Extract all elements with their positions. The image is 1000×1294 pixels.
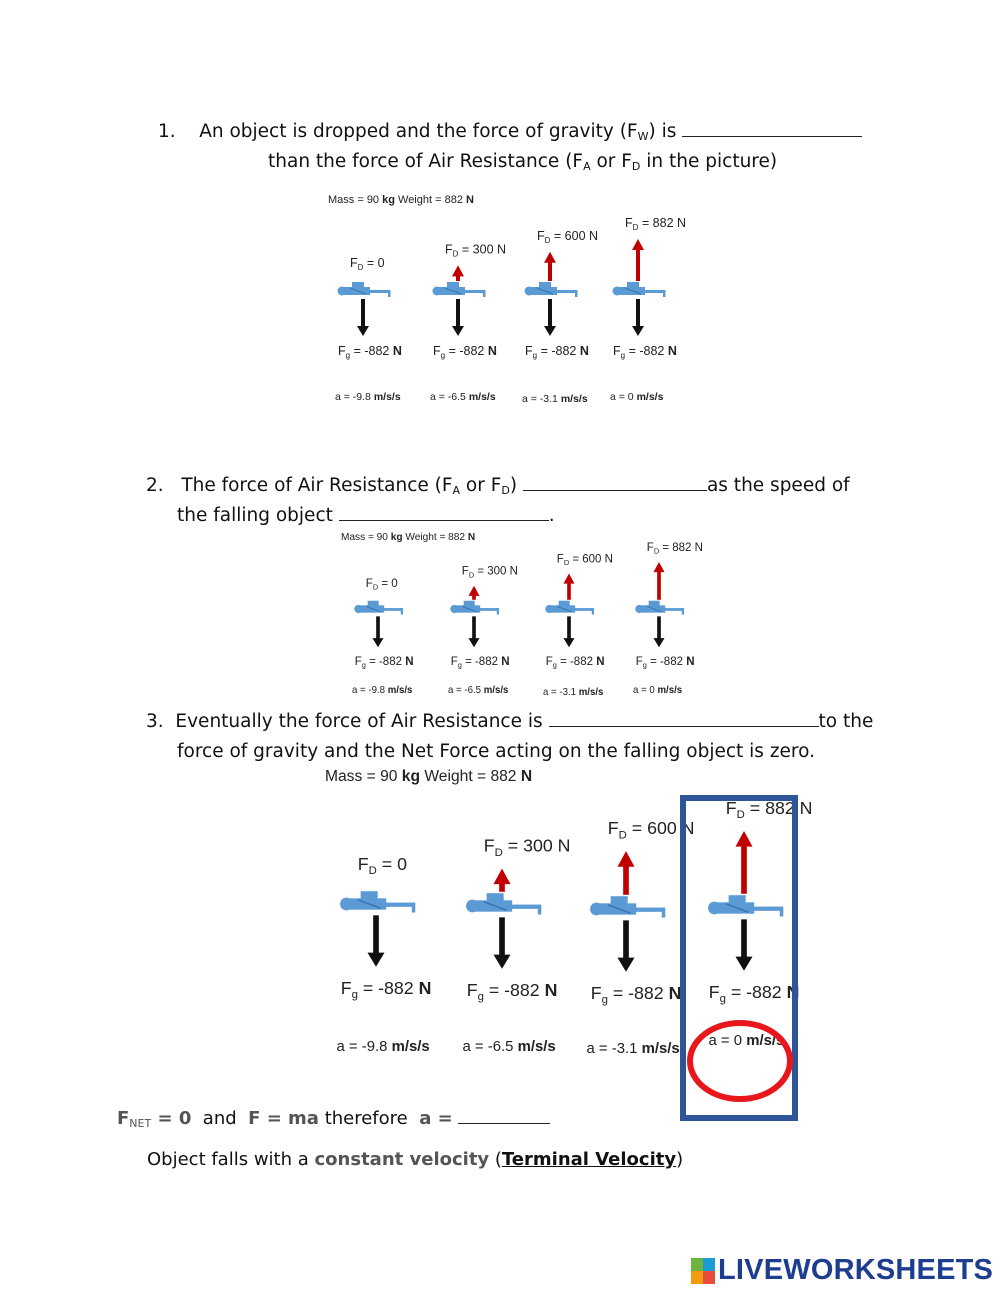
drag-f: F <box>537 228 545 243</box>
acceleration-unit: m/s/s <box>468 391 496 403</box>
drag-value: = 300 N <box>502 835 571 856</box>
drag-value: = 882 N <box>638 216 687 230</box>
weight-unit: N <box>466 194 474 206</box>
figure-2 <box>338 528 708 698</box>
diver-feet <box>682 608 684 614</box>
drag-value: = 600 N <box>626 818 695 839</box>
gravity-unit: N <box>501 655 510 668</box>
falling-object-frame-4 <box>633 542 703 696</box>
gravity-force-label <box>338 344 402 360</box>
falling-object-frame-3 <box>522 229 598 405</box>
drag-arrow-head <box>544 252 556 263</box>
figure-1-svg <box>320 190 687 410</box>
drag-arrow-head <box>653 562 664 572</box>
drag-force-label <box>366 578 398 592</box>
gravity-f: F <box>635 655 643 668</box>
weight-value: Weight = 882 <box>402 532 468 543</box>
gravity-f: F <box>590 982 602 1003</box>
gravity-sub: g <box>552 660 557 670</box>
brand-name: LIVEWORKSHEETS <box>718 1254 994 1286</box>
weight-unit: N <box>467 532 476 543</box>
gravity-f: F <box>466 979 478 1000</box>
drag-arrow-head <box>617 851 634 867</box>
drag-force-label <box>537 229 598 245</box>
diver-pack <box>487 893 504 902</box>
mass-value: Mass = 90 <box>328 194 383 206</box>
gravity-arrow-head <box>452 326 464 336</box>
diver-legs <box>663 608 683 611</box>
diver-pack <box>464 601 475 607</box>
gravity-f: F <box>545 655 553 668</box>
diver-legs <box>478 608 498 611</box>
fnet-line: $F_{NET} = 0$ and F = ma therefore a = <box>117 1108 550 1129</box>
acceleration-label <box>587 1041 680 1057</box>
diver-legs <box>555 290 577 293</box>
acceleration-label <box>543 687 603 698</box>
acceleration-unit: m/s/s <box>373 391 401 403</box>
drag-value: = 882 N <box>744 797 813 818</box>
drag-value: = 600 N <box>550 228 599 243</box>
falling-object-frame-2 <box>430 242 506 403</box>
drag-f: F <box>365 577 373 590</box>
gravity-force-label <box>355 656 414 670</box>
gravity-arrow-head <box>735 957 752 971</box>
drag-sub: D <box>452 249 459 259</box>
mass-unit: kg <box>382 194 395 206</box>
diver-feet <box>538 905 542 915</box>
drag-value: = 300 N <box>458 242 507 257</box>
falling-object-frame-3 <box>587 818 695 1057</box>
acceleration-unit: m/s/s <box>636 391 664 403</box>
drag-f: F <box>625 216 633 230</box>
gravity-value: = -882 <box>537 344 580 358</box>
gravity-f: F <box>338 344 346 358</box>
drag-sub: D <box>368 865 377 878</box>
gravity-force-label <box>546 656 605 670</box>
drag-force-label <box>358 854 407 877</box>
gravity-unit: N <box>579 344 589 358</box>
drag-sub: D <box>618 829 627 842</box>
brand-logo <box>691 1254 993 1287</box>
drag-value: = 0 <box>363 256 385 270</box>
gravity-unit: N <box>487 344 497 358</box>
drag-force-label <box>484 836 571 859</box>
question-3-line-2: force of gravity and the Net Force acting on the falling object is zero. <box>177 741 815 762</box>
drag-f: F <box>350 256 358 270</box>
gravity-sub: g <box>532 351 538 360</box>
drag-sub: D <box>736 809 745 822</box>
acceleration-value: a = -9.8 <box>352 685 388 696</box>
diver-pack <box>368 601 379 607</box>
acceleration-value: a = -6.5 <box>448 685 484 696</box>
gravity-unit: N <box>668 982 682 1003</box>
acceleration-unit: m/s/s <box>641 1041 680 1057</box>
drag-f: F <box>445 242 453 257</box>
acceleration-value: a = -3.1 <box>522 393 561 405</box>
gravity-value: = -882 <box>483 979 545 1000</box>
drag-f: F <box>461 565 469 578</box>
gravity-f: F <box>613 344 621 358</box>
gravity-sub: g <box>719 993 726 1006</box>
figure-1 <box>320 190 687 410</box>
acceleration-value: a = -9.8 <box>336 1039 392 1055</box>
gravity-sub: g <box>345 351 351 360</box>
diver-feet <box>575 290 578 297</box>
drag-sub: D <box>632 223 639 232</box>
acceleration-label <box>335 391 401 403</box>
drag-force-label <box>726 798 813 821</box>
diver-feet <box>497 608 499 614</box>
falling-object-frame-2 <box>448 566 518 696</box>
gravity-arrow-head <box>357 326 369 336</box>
acceleration-value: a = -3.1 <box>543 687 579 698</box>
gravity-arrow-head <box>632 326 644 336</box>
acceleration-unit: m/s/s <box>391 1039 430 1055</box>
answer-blank-2[interactable] <box>523 472 707 491</box>
acceleration-value: a = 0 <box>633 685 658 696</box>
gravity-value: = -882 <box>607 982 669 1003</box>
figure-3-svg <box>320 765 813 1125</box>
diver-legs <box>751 907 782 911</box>
acceleration-value: a = -3.1 <box>586 1041 642 1057</box>
diver-feet <box>412 903 416 913</box>
mass-unit: kg <box>390 532 403 543</box>
gravity-value: = -882 <box>556 655 597 668</box>
drag-sub: D <box>494 846 503 859</box>
live-badge-icon <box>691 1258 715 1284</box>
diver-pack <box>611 896 628 905</box>
gravity-sub: g <box>457 660 462 670</box>
diver-feet <box>663 290 666 297</box>
diver-legs <box>463 290 485 293</box>
acceleration-unit: m/s/s <box>387 685 413 696</box>
diver-pack <box>627 282 639 288</box>
answer-blank-5[interactable] <box>458 1109 550 1124</box>
drag-arrow-head <box>468 586 479 596</box>
diver-legs <box>368 290 390 293</box>
acceleration-unit: m/s/s <box>560 393 588 405</box>
diver-legs <box>383 903 414 907</box>
diver-legs <box>382 608 402 611</box>
acceleration-label <box>352 685 412 696</box>
acceleration-label <box>522 393 588 405</box>
drag-arrow-head <box>452 265 464 276</box>
acceleration-value: a = 0 <box>708 1033 747 1049</box>
falling-object-frame-1 <box>337 854 432 1055</box>
diver-feet <box>592 608 594 614</box>
drag-force-label <box>445 242 506 258</box>
drag-arrow-head <box>632 239 644 250</box>
drag-value: = 0 <box>378 577 398 590</box>
diver-legs <box>633 908 664 912</box>
gravity-force-label <box>709 982 800 1005</box>
drag-sub: D <box>468 570 475 580</box>
diver-legs <box>573 608 593 611</box>
drag-sub: D <box>544 235 551 245</box>
terminal-velocity-line: Object falls with a constant velocity (Terminal Velocity) <box>147 1149 684 1170</box>
acceleration-value: a = 0 <box>610 391 637 403</box>
gravity-value: = -882 <box>365 655 406 668</box>
diver-pack <box>361 891 378 900</box>
gravity-force-label <box>636 656 695 670</box>
drag-f: F <box>483 835 495 856</box>
gravity-sub: g <box>642 660 647 670</box>
drag-value: = 882 N <box>659 541 703 554</box>
gravity-f: F <box>525 344 533 358</box>
answer-blank-4[interactable] <box>549 708 819 727</box>
gravity-value: = -882 <box>445 344 488 358</box>
diver-pack <box>447 282 459 288</box>
acceleration-label <box>610 391 664 403</box>
diver-pack <box>729 895 746 904</box>
gravity-force-label <box>433 344 497 360</box>
mass-value: Mass = 90 <box>341 532 391 543</box>
gravity-unit: N <box>786 981 800 1002</box>
weight-value: Weight = 882 <box>420 768 521 785</box>
falling-object-frame-1 <box>335 256 402 403</box>
question-2-line-1: 2. The force of Air Resistance ($F_A$ or $F_D$) as the speed of <box>146 471 850 501</box>
diver-feet <box>662 908 666 918</box>
gravity-sub: g <box>620 351 626 360</box>
drag-sub: D <box>563 558 570 568</box>
acceleration-value: a = -6.5 <box>462 1039 518 1055</box>
diver-feet <box>780 907 784 917</box>
acceleration-unit: m/s/s <box>657 685 683 696</box>
acceleration-label <box>337 1039 430 1055</box>
diver-pack <box>539 282 551 288</box>
gravity-sub: g <box>477 991 484 1004</box>
drag-value: = 300 N <box>474 565 518 578</box>
gravity-value: = -882 <box>625 344 668 358</box>
acceleration-label <box>463 1039 556 1055</box>
mass-weight-label <box>328 194 474 206</box>
drag-sub: D <box>357 263 364 272</box>
drag-f: F <box>607 818 619 839</box>
question-3-line-1: 3. Eventually the force of Air Resistance is to the <box>146 707 873 737</box>
gravity-arrow-head <box>617 958 634 972</box>
mass-weight-label <box>325 768 532 785</box>
gravity-force-label <box>467 980 558 1003</box>
gravity-force-label <box>451 656 510 670</box>
terminal-velocity-term: Terminal Velocity <box>501 1149 677 1170</box>
gravity-force-label <box>591 983 682 1006</box>
gravity-unit: N <box>686 655 695 668</box>
figure-3 <box>320 765 813 1125</box>
acceleration-value: a = -9.8 <box>335 391 374 403</box>
gravity-sub: g <box>440 351 446 360</box>
drag-force-label <box>350 256 385 272</box>
weight-unit: N <box>520 768 533 785</box>
gravity-f: F <box>433 344 441 358</box>
answer-blank-3[interactable] <box>339 502 549 521</box>
drag-arrow-head <box>563 573 574 583</box>
gravity-unit: N <box>418 977 432 998</box>
gravity-arrow-head <box>653 638 664 647</box>
diver-feet <box>388 290 391 297</box>
acceleration-unit: m/s/s <box>578 687 604 698</box>
acceleration-unit: m/s/s <box>517 1039 556 1055</box>
drag-value: = 600 N <box>569 553 613 566</box>
drag-f: F <box>725 797 737 818</box>
gravity-force-label <box>525 344 589 360</box>
falling-object-frame-3 <box>543 553 613 698</box>
acceleration-label <box>430 391 496 403</box>
drag-f: F <box>556 553 564 566</box>
drag-sub: D <box>372 582 379 592</box>
gravity-unit: N <box>667 344 677 358</box>
question-1-line-1: 1. An object is dropped and the force of gravity $(F_W)$ is <box>158 117 862 147</box>
gravity-arrow-head <box>563 638 574 647</box>
weight-value: Weight = 882 <box>394 194 466 206</box>
gravity-value: = -882 <box>646 655 687 668</box>
drag-value: = 0 <box>376 853 407 874</box>
mass-weight-label <box>341 532 475 543</box>
drag-force-label <box>557 553 613 567</box>
question-1-line-2: than the force of Air Resistance ($F_A$ or $F_D$ in the picture) <box>268 151 778 173</box>
drag-force-label <box>647 542 703 556</box>
gravity-f: F <box>340 977 352 998</box>
falling-object-frame-4 <box>610 216 686 403</box>
gravity-sub: g <box>601 994 608 1007</box>
mass-unit: kg <box>401 768 421 785</box>
drag-arrow-head <box>493 869 510 885</box>
diver-legs <box>509 905 540 909</box>
diver-pack <box>649 601 660 607</box>
drag-force-label <box>625 216 686 232</box>
drag-f: F <box>646 541 654 554</box>
diver-feet <box>483 290 486 297</box>
gravity-arrow-head <box>493 955 510 969</box>
gravity-value: = -882 <box>725 981 787 1002</box>
gravity-force-label <box>613 344 677 360</box>
question-2-line-2: the falling object . <box>177 501 555 531</box>
gravity-unit: N <box>596 655 605 668</box>
gravity-sub: g <box>361 660 366 670</box>
gravity-arrow-head <box>544 326 556 336</box>
acceleration-label <box>448 685 508 696</box>
gravity-arrow-head <box>367 953 384 967</box>
mass-value: Mass = 90 <box>325 768 402 785</box>
diver-legs <box>643 290 665 293</box>
gravity-unit: N <box>392 344 402 358</box>
diver-pack <box>352 282 364 288</box>
figure-2-svg <box>338 528 708 698</box>
acceleration-label <box>633 685 682 696</box>
gravity-value: = -882 <box>350 344 393 358</box>
falling-object-frame-2 <box>463 836 571 1055</box>
acceleration-unit: m/s/s <box>746 1033 785 1049</box>
gravity-arrow-head <box>468 638 479 647</box>
gravity-f: F <box>708 981 720 1002</box>
drag-arrow-head <box>735 831 752 847</box>
gravity-value: = -882 <box>461 655 502 668</box>
gravity-unit: N <box>544 979 558 1000</box>
drag-f: F <box>357 853 369 874</box>
gravity-sub: g <box>351 989 358 1002</box>
acceleration-unit: m/s/s <box>483 685 509 696</box>
diver-pack <box>559 601 570 607</box>
gravity-f: F <box>354 655 362 668</box>
answer-blank-1[interactable] <box>682 118 862 137</box>
gravity-unit: N <box>405 655 414 668</box>
acceleration-value: a = -6.5 <box>430 391 469 403</box>
drag-force-label <box>462 566 518 580</box>
fnet-label: $F_{NET} = 0$ <box>117 1108 192 1130</box>
gravity-value: = -882 <box>357 977 419 998</box>
gravity-force-label <box>341 978 432 1001</box>
gravity-f: F <box>450 655 458 668</box>
falling-object-frame-1 <box>352 578 414 696</box>
diver-feet <box>401 608 403 614</box>
gravity-arrow-head <box>372 638 383 647</box>
drag-sub: D <box>653 546 660 556</box>
